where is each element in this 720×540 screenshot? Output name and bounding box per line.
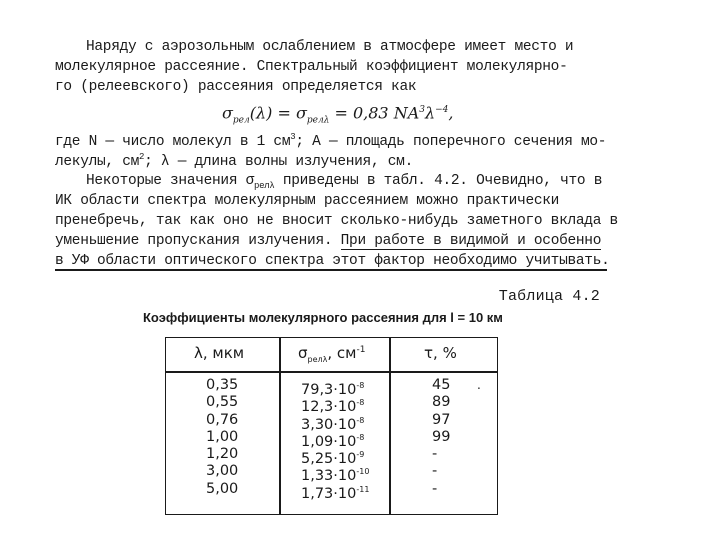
sigma-exponent: -11 bbox=[356, 484, 370, 494]
tau-cell: 99 bbox=[432, 428, 451, 445]
stray-mark: . bbox=[477, 378, 481, 392]
tau-cell: - bbox=[432, 480, 438, 497]
sigma-times-ten: ·10 bbox=[333, 451, 357, 468]
paragraph2-line4-a: уменьшение пропускания излучения. bbox=[55, 233, 341, 249]
header-sigma-exp: -1 bbox=[356, 345, 366, 355]
formula-sigma: σ bbox=[222, 103, 233, 123]
paragraph2-line2: ИК области спектра молекулярным рассеянием можно практически bbox=[55, 193, 560, 209]
sigma-mantissa: 79,3 bbox=[301, 381, 334, 398]
definitions-line2-b: ; λ — длина волны излучения, см. bbox=[144, 153, 413, 170]
lambda-cell: 1,20 bbox=[206, 446, 239, 463]
sigma-mantissa: 1,33 bbox=[301, 468, 334, 485]
lambda-cell: 0,55 bbox=[206, 394, 239, 411]
paragraph1-line2: молекулярное рассеяние. Спектральный коэффициент молекулярно- bbox=[55, 59, 568, 75]
formula-exp3: 3 bbox=[419, 105, 425, 115]
tau-cell: 97 bbox=[432, 411, 451, 428]
sigma-cell bbox=[301, 394, 369, 416]
header-sigma-sub: релλ bbox=[307, 355, 328, 364]
sigma-cell bbox=[301, 446, 369, 468]
column-tau bbox=[432, 377, 450, 498]
sigma-cell bbox=[301, 377, 369, 398]
definitions-line1-exp: 3 bbox=[290, 132, 296, 142]
sigma-cell bbox=[301, 412, 369, 433]
definitions-line1-b: ; A — площадь поперечного сечения мо- bbox=[295, 133, 607, 150]
sigma-cell bbox=[301, 463, 370, 485]
paragraph2-line4 bbox=[55, 232, 601, 250]
sigma-cell bbox=[301, 481, 370, 502]
rayleigh-formula bbox=[222, 100, 454, 131]
paragraph2-line1-sub: релλ bbox=[254, 180, 275, 191]
sigma-mantissa: 5,25 bbox=[301, 451, 334, 468]
header-sigma bbox=[298, 344, 365, 364]
scattering-table bbox=[165, 337, 498, 515]
header-sigma-symbol: σ bbox=[298, 344, 308, 362]
table-col-divider-1 bbox=[279, 338, 281, 514]
sigma-exponent: -8 bbox=[356, 432, 365, 442]
paragraph2-line1-a: Некоторые значения σ bbox=[86, 173, 255, 189]
tau-cell: - bbox=[432, 463, 438, 480]
paragraph1-line1: Наряду с аэрозольным ослаблением в атмосфере имеет место и bbox=[86, 39, 574, 55]
sigma-exponent: -8 bbox=[356, 398, 365, 408]
lambda-cell: 0,35 bbox=[206, 377, 239, 393]
table-header-divider bbox=[166, 371, 497, 373]
sigma-times-ten: ·10 bbox=[333, 468, 357, 485]
header-tau: τ, % bbox=[424, 344, 457, 362]
sigma-times-ten: ·10 bbox=[333, 399, 357, 416]
sigma-exponent: -8 bbox=[356, 381, 365, 390]
formula-rhs: = 0,83 NA bbox=[329, 103, 420, 123]
paragraph2-line5 bbox=[55, 252, 610, 270]
formula-lambda-arg: (λ) = σ bbox=[249, 103, 307, 123]
paragraph2-line1-b: приведены в табл. 4.2. Очевидно, что в bbox=[274, 173, 603, 189]
header-sigma-unit: , см bbox=[327, 344, 357, 362]
sigma-times-ten: ·10 bbox=[333, 433, 357, 450]
header-lambda: λ, мкм bbox=[194, 344, 245, 362]
column-sigma bbox=[301, 377, 370, 502]
lambda-cell: 1,00 bbox=[206, 428, 239, 445]
definitions-line1-a: где N — число молекул в 1 см bbox=[55, 133, 291, 150]
sigma-times-ten: ·10 bbox=[333, 381, 357, 398]
paragraph1-line3: го (релеевского) рассеяния определяется как bbox=[55, 79, 417, 95]
paragraph2-line4-underlined: При работе в видимой и особенно bbox=[340, 233, 602, 249]
paragraph2-line3: пренебречь, так как оно не вносит сколько-нибудь заметного вклада в bbox=[55, 213, 618, 229]
sigma-mantissa: 1,09 bbox=[301, 433, 334, 450]
table-col-divider-2 bbox=[389, 338, 391, 514]
tau-cell: 45 bbox=[432, 377, 451, 393]
sigma-times-ten: ·10 bbox=[333, 485, 357, 502]
definitions-line2-exp: 2 bbox=[139, 152, 145, 162]
formula-lambda: λ bbox=[424, 103, 436, 123]
sigma-mantissa: 3,30 bbox=[301, 416, 334, 433]
tau-cell: 89 bbox=[432, 394, 451, 411]
sigma-exponent: -9 bbox=[356, 450, 365, 460]
formula-sub-rel-lambda: релλ bbox=[306, 115, 330, 126]
tau-cell: - bbox=[432, 446, 438, 463]
table-label: Таблица 4.2 bbox=[498, 288, 600, 305]
sigma-cell bbox=[301, 429, 369, 450]
sigma-times-ten: ·10 bbox=[333, 416, 357, 433]
definitions-line2 bbox=[55, 148, 413, 171]
column-lambda bbox=[206, 377, 238, 498]
paragraph2-line5-text: в УФ области оптического спектра этот фактор необходимо учитывать. bbox=[55, 253, 610, 269]
formula-sub-rel: рел bbox=[232, 115, 250, 126]
lambda-cell: 5,00 bbox=[206, 480, 239, 497]
table-title: Коэффициенты молекулярного рассеяния для l = 10 км bbox=[143, 310, 503, 325]
underline-line5 bbox=[55, 269, 607, 271]
formula-exp-neg4: −4 bbox=[435, 105, 449, 115]
lambda-cell: 0,76 bbox=[206, 411, 239, 428]
sigma-mantissa: 12,3 bbox=[301, 399, 334, 416]
lambda-cell: 3,00 bbox=[206, 463, 239, 480]
sigma-exponent: -10 bbox=[356, 467, 370, 477]
formula-comma: , bbox=[448, 103, 454, 123]
definitions-line2-a: лекулы, см bbox=[55, 153, 140, 170]
sigma-exponent: -8 bbox=[356, 415, 365, 425]
sigma-mantissa: 1,73 bbox=[301, 485, 334, 502]
